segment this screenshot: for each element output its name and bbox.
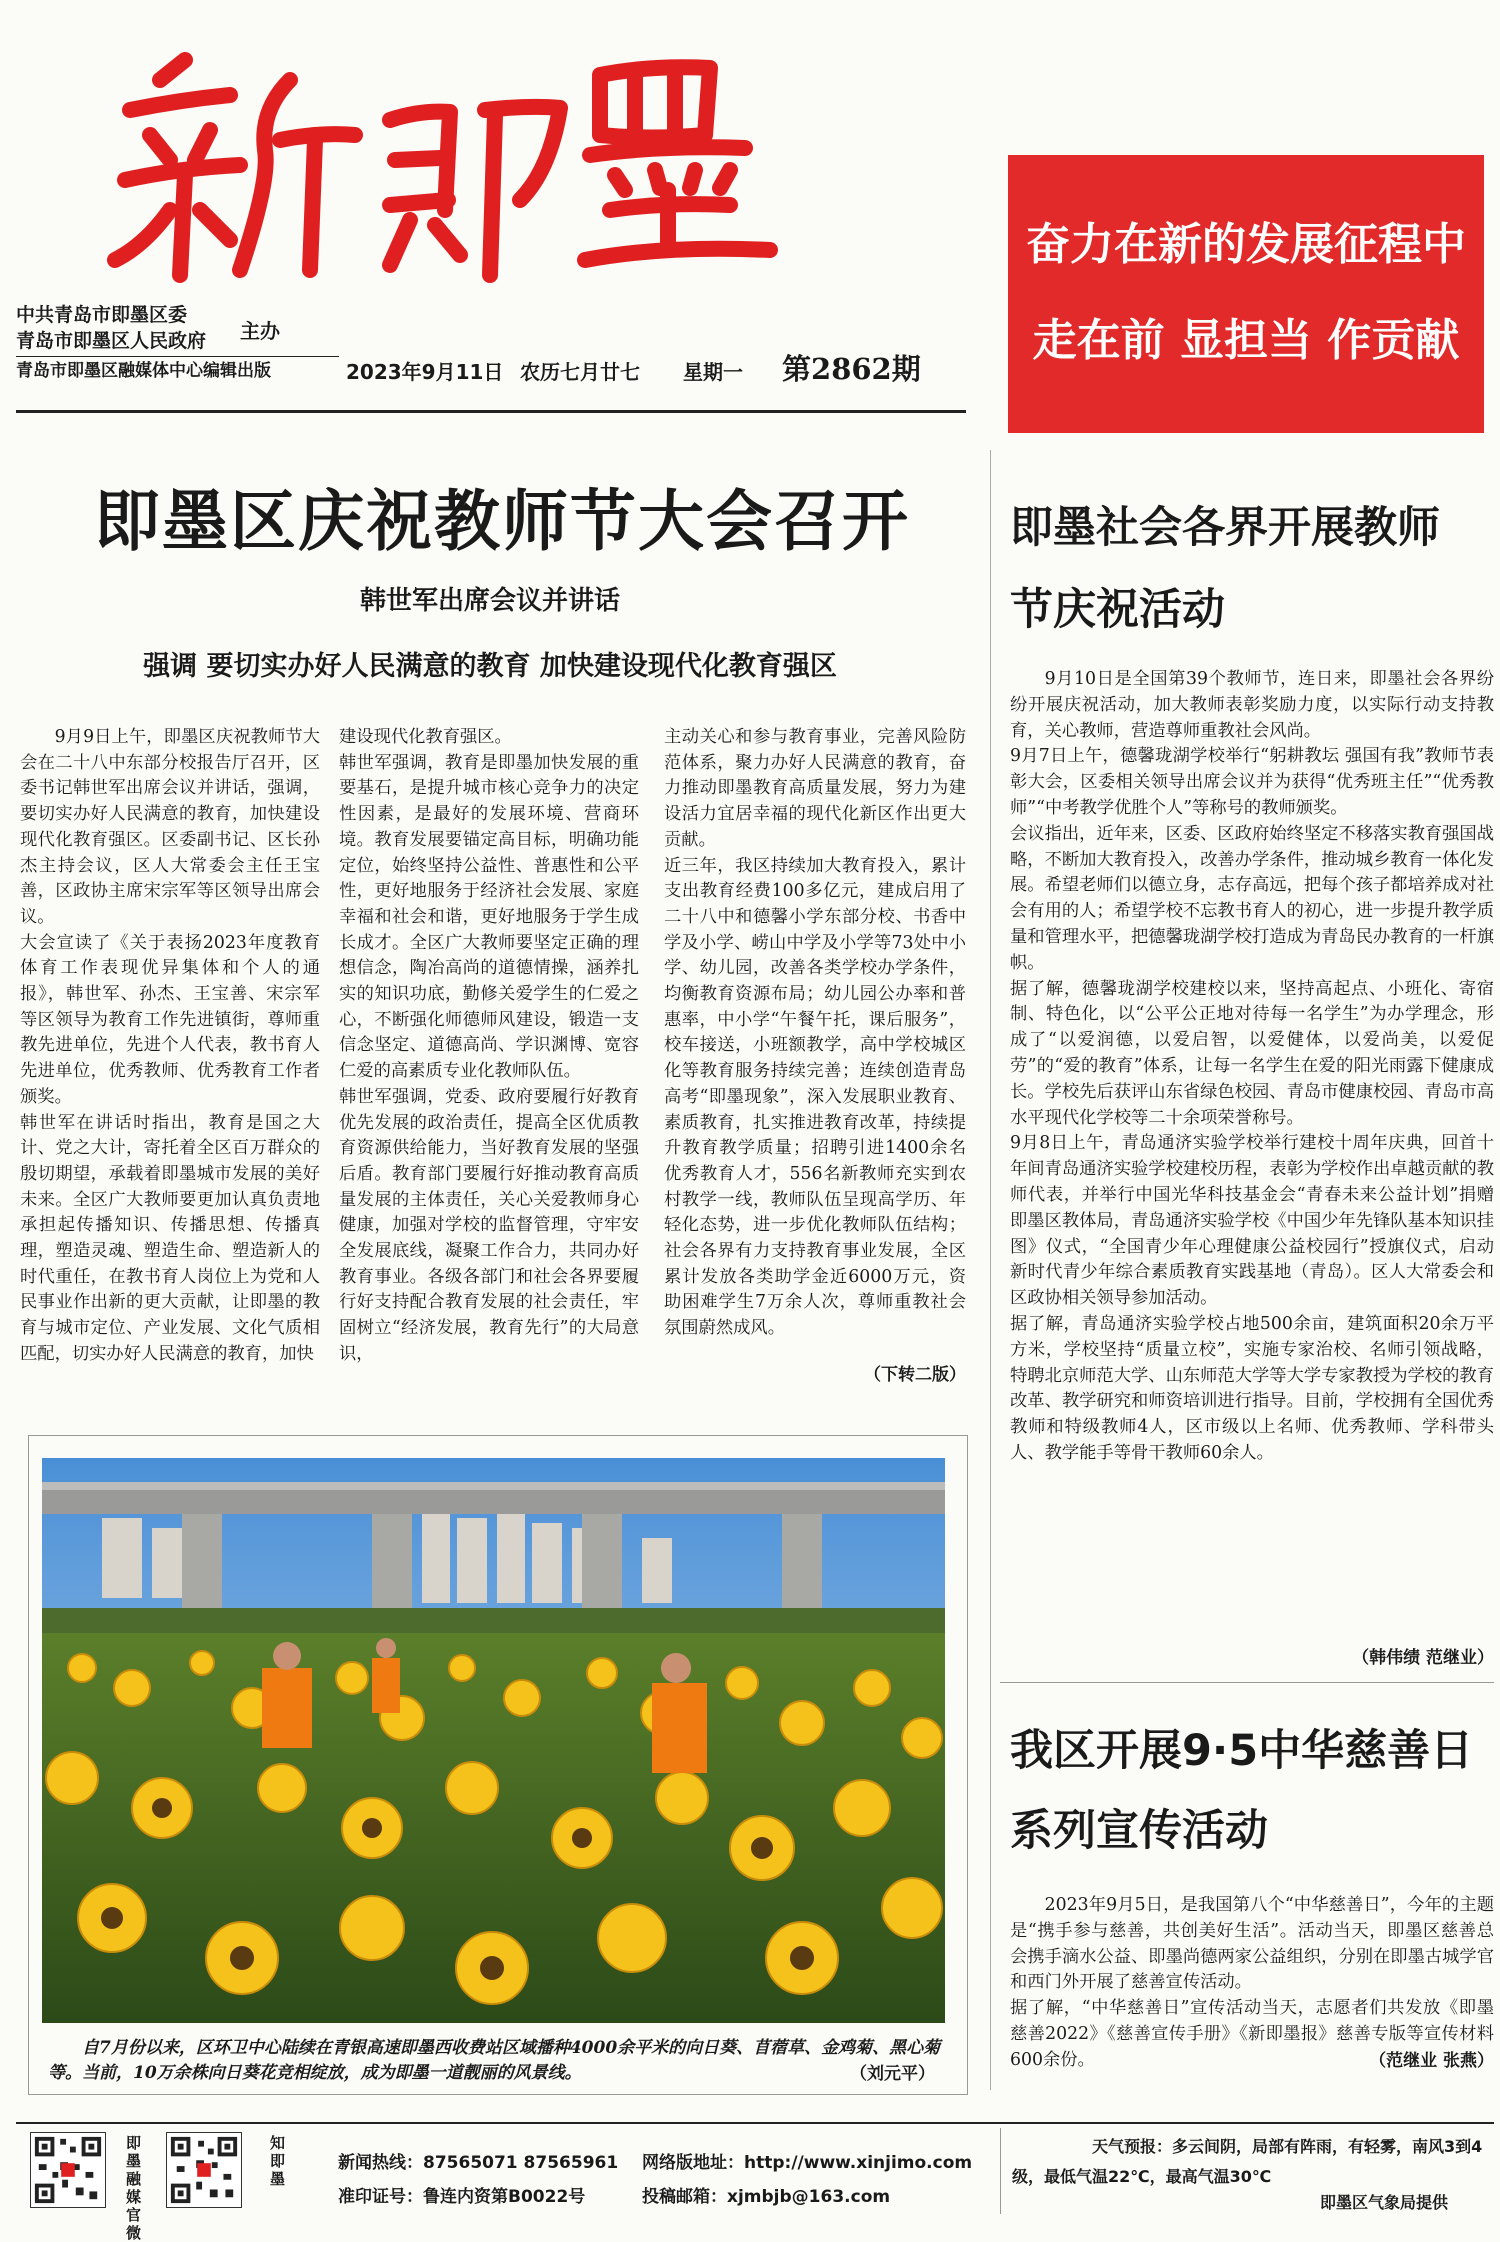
- hotline: 新闻热线：87565071 87565961: [338, 2153, 619, 2173]
- qr-code-icon[interactable]: [30, 2132, 106, 2208]
- slogan-line-1: 奋力在新的发展征程中: [1026, 219, 1466, 270]
- weather-source: 即墨区气象局提供: [1320, 2193, 1449, 2212]
- date: 2023年9月11日: [346, 360, 504, 384]
- sunflower-photo: [42, 1458, 945, 2023]
- side1-text: 9月10日是全国第39个教师节，连日来，即墨社会各界纷纷开展庆祝活动，加大教师表彰奖励力度，以实际行动支持教育，关心教师，营造尊师重教社会风尚。 9月7日上午，德馨珑湖学校举行“躬耕教坛 强国有我”教师节表彰大会，区委相关领导出席会议并为获得“优秀班主任”“优秀教师”“中考教学优胜个人”等称号的教师颁奖。 会议指出，近年来，区委、区政府始终坚定不移落实教育强国战略，不断加大教育投入，改善办学条件，推动城乡教育一体化发展。希望老师们以德立身，志存高远，把每个孩子都培养成对社会有用的人；希望学校不忘教书育人的初心，进一步提升教学质量和管理水平，把德馨珑湖学校打造成为青岛民办教育的一杆旗帜。 据了解，德馨珑湖学校建校以来，坚持高起点、小班化、寄宿制、特色化，以“公平公正地对待每一名学生”为办学理念，形成了“以爱润德，以爱启智，以爱健体，以爱尚美，以爱促劳”的“爱的教育”体系，让每一名学生在爱的阳光雨露下健康成长。学校先后获评山东省绿色校园、青岛市健康校园、青岛市高水平现代化学校等二十余项荣誉称号。 9月8日上午，青岛通济实验学校举行建校十周年庆典，回首十年间青岛通济实验学校建校历程，表彰为学校作出卓越贡献的教师代表，并举行中国光华科技基金会“青春未来公益计划”捐赠即墨区教体局，青岛通济实验学校《中国少年先锋队基本知识挂图》仪式，“全国青少年心理健康公益校园行”授旗仪式，启动新时代青少年综合素质教育实践基地（青岛）。区人大常委会和区政协相关领导参加活动。 据了解，青岛通济实验学校占地500余亩，建筑面积20余万平方米，学校坚持“质量立校”，实施专家治校、名师引领战略，特聘北京师范大学、山东师范大学等大学专家教授为学校的教育改革、教学研究和师资培训进行指导。目前，学校拥有全国优秀教师和特级教师4人，区市级以上名师、优秀教师、学科带头人、教学能手等骨干教师60余人。: [1010, 669, 1494, 1463]
- web-address[interactable]: 网络版地址：http://www.xinjimo.com: [642, 2153, 973, 2173]
- email[interactable]: 投稿邮箱：xjmbjb@163.com: [642, 2187, 891, 2207]
- masthead-logo: [90, 40, 810, 290]
- side2-credit: （范继业 张燕）: [1369, 2051, 1494, 2071]
- side2-headline-line-2: 系列宣传活动: [1010, 1806, 1268, 1856]
- lead-column-3: 主动关心和参与教育事业，完善风险防范体系，聚力办好人民满意的教育，奋力推动即墨教育高质量发展，努力为建设活力宜居幸福的现代化新区作出更大贡献。 近三年，我区持续加大教育投入，累计支出教育经费100多亿元，建成启用了二十八中和德馨小学东部分校、书香中学及小学、崂山中学及小学等73处中小学、幼儿园，改善各类学校办学条件，均衡教育资源布局；幼儿园公办率和普惠率，中小学“午餐午托，课后服务”，校车接送，小班额教学，高中学校城区化等教育服务持续完善；连续创造青岛高考“即墨现象”，深入发展职业教育、素质教育，扎实推进教育改革，持续提升教育教学质量；招聘引进1400余名优秀教育人才，556名新教师充实到农村教学一线，教师队伍呈现高学历、年轻化态势，进一步优化教师队伍结构；社会各界有力支持教育事业发展，全区累计发放各类助学金近6000万元，资助困难学生7万余人次，尊师重教社会氛围蔚然成风。: [664, 727, 966, 1339]
- continued-note: （下转二版）: [864, 1365, 966, 1385]
- lead-subhead-1: 韩世军出席会议并讲话: [359, 586, 620, 616]
- sponsor-suffix: 主办: [240, 319, 280, 343]
- weather-forecast: 天气预报：多云间阴，局部有阵雨，有轻雾，南风3到4级，最低气温22℃，最高气温30℃: [1012, 2137, 1483, 2186]
- lunar-date: 农历七月廿七: [520, 360, 640, 384]
- side2-text: 2023年9月5日，是我国第八个“中华慈善日”，今年的主题是“携手参与慈善，共创美好生活”。活动当天，即墨区慈善总会携手滴水公益、即墨尚德两家公益组织，分别在即墨古城学官和西门外开展了慈善宣传活动。 据了解，“中华慈善日”宣传活动当天，志愿者们共发放《即墨慈善2022》《慈善宣传手册》《新即墨报》慈善专版等宣传材料600余份。: [1010, 1895, 1494, 2070]
- masthead-rule: [16, 410, 966, 413]
- lead-subhead-2: 强调 要切实办好人民满意的教育 加快建设现代化教育强区: [143, 651, 837, 682]
- qr-code-icon[interactable]: [166, 2132, 242, 2208]
- qr2-label: 知即墨: [270, 2134, 286, 2188]
- publisher: 青岛市即墨区融媒体中心编辑出版: [16, 361, 271, 381]
- side1-body: [1010, 667, 1494, 1637]
- side-divider: [1000, 1682, 1494, 1683]
- slogan-box: [1008, 155, 1484, 433]
- lead-column-2: 建设现代化教育强区。 韩世军强调，教育是即墨加快发展的重要基石，是提升城市核心竞争力的决定性因素，是最好的发展环境、营商环境。教育发展要锚定高目标，明确功能定位，始终坚持公益性、普惠性和公平性，更好地服务于经济社会发展、家庭幸福和社会和谐，更好地服务于学生成长成才。全区广大教师要坚定正确的理想信念，陶冶高尚的道德情操，涵养扎实的知识功底，勤修关爱学生的仁爱之心，不断强化师德师风建设，锻造一支信念坚定、道德高尚、学识渊博、宽容仁爱的高素质专业化教师队伍。 韩世军强调，党委、政府要履行好教育优先发展的政治责任，提高全区优质教育资源供给能力，当好教育发展的坚强后盾。教育部门要履行好推动教育高质量发展的主体责任，关心关爱教师身心健康，加强对学校的监督管理，守牢安全发展底线，凝聚工作合力，共同办好教育事业。各级各部门和社会各界要履行好支持配合教育发展的社会责任，牢固树立“经济发展，教育先行”的大局意识，: [339, 727, 639, 1364]
- lead-headline: 即墨区庆祝教师节大会召开: [94, 483, 910, 560]
- sponsor-line-2: 青岛市即墨区人民政府: [16, 330, 207, 352]
- side1-headline-line-1: 即墨社会各界开展教师: [1010, 503, 1440, 553]
- side1-headline-line-2: 节庆祝活动: [1010, 585, 1225, 635]
- license: 准印证号：鲁连内资第B0022号: [338, 2187, 586, 2207]
- column-divider: [990, 450, 991, 2090]
- footer-divider: [1000, 2128, 1001, 2214]
- weekday: 星期一: [683, 360, 743, 384]
- photo-credit: （刘元平）: [850, 2064, 935, 2084]
- lead-column-1: 9月9日上午，即墨区庆祝教师节大会在二十八中东部分校报告厅召开，区委书记韩世军出席会议并讲话，强调，要切实办好人民满意的教育，加快建设现代化教育强区。区委副书记、区长孙杰主持会议，区人大常委会主任王宝善，区政协主席宋宗军等区领导出席会议。 大会宣读了《关于表扬2023年度教育体育工作表现优异集体和个人的通报》，韩世军、孙杰、王宝善、宋宗军等区领导为教育工作先进镇街，尊师重教先进单位，先进个人代表，教书育人先进单位，优秀教师、优秀教育工作者颁奖。 韩世军在讲话时指出，教育是国之大计、党之大计，寄托着全区百万群众的殷切期望，承载着即墨城市发展的美好未来。全区广大教师要更加认真负责地承担起传播知识、传播思想、传播真理，塑造灵魂、塑造生命、塑造新人的时代重任，在教书育人岗位上为党和人民事业作出新的更大贡献，让即墨的教育与城市定位、产业发展、文化气质相匹配，切实办好人民满意的教育，加快: [20, 727, 320, 1364]
- sponsor-divider: [16, 356, 339, 357]
- photo-caption: 自7月份以来，区环卫中心陆续在青银高速即墨西收费站区域播种4000余平米的向日葵、苜蓿草、金鸡菊、黑心菊等。当前，10万余株向日葵花竞相绽放，成为即墨一道靓丽的风景线。: [48, 2038, 941, 2083]
- qr1-label: 即墨融媒官微: [126, 2134, 142, 2242]
- side2-headline-line-1: 我区开展9·5中华慈善日: [1010, 1726, 1474, 1776]
- side1-credit: （韩伟绩 范继业）: [1352, 1648, 1494, 1668]
- footer-rule: [16, 2122, 1494, 2124]
- sponsor-line-1: 中共青岛市即墨区委: [16, 304, 188, 326]
- slogan-line-2: 走在前 显担当 作贡献: [1032, 315, 1460, 366]
- issue-number: 第2862期: [782, 352, 921, 386]
